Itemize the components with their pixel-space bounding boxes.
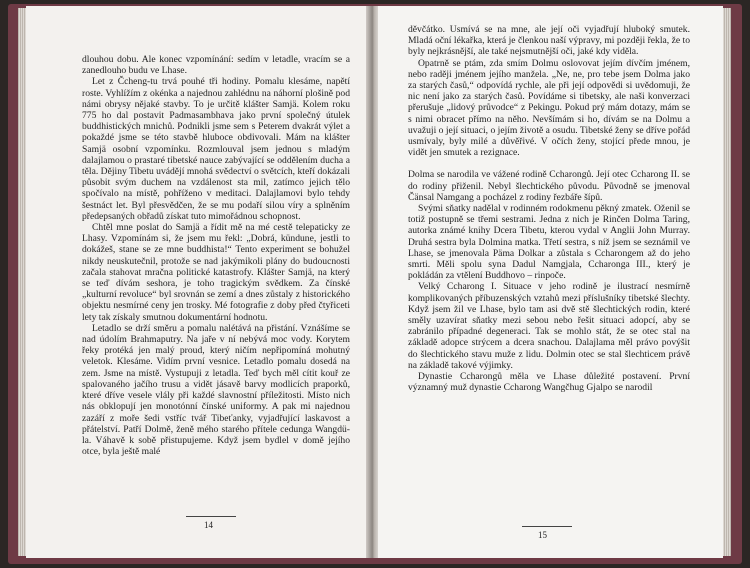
paragraph: Letadlo se drží směru a pomalu nalétává na přistání. Vznášíme se nad údolím Brahmaputry. Na jaře v ní nebývá moc vody. Korytem řeky protéká jen malý proud, který ničím nepřipomíná mohutný veletok. Klesáme. Vidím první vesnice. Letadlo pomalu dosedá na zem. Jsme na místě. Vystupuji z letadla. Teď bych měl cítit kouř ze spalovaného jačího trusu a vidět jásavě barvy modlicích praporků, které dříve vesele vlály při každé slavnostní příležitosti. Místo nich nás obklopují jen monotónní čínské uniformy. A pak mi najednou zazáří z moře šedi vstříc tvář Tibeťanky, vyjadřující laskavost a přátelství. Patří Dolmě, ženě mého starého přítele cedunga Wangdü-la. Váhavě k sobě přistupujeme. Když jsem bydlel v domě jejího otce, byla ještě malé	[82, 322, 350, 458]
paragraph: Dynastie Ccharongů měla ve Lhase důležité postavení. První významný muž dynastie Ccharong Wangčhug Gjalpo se narodil	[408, 371, 690, 394]
paragraph: děvčátko. Usmívá se na mne, ale její oči vyjadřují hluboký smutek. Mladá oční lékařka, která je členkou naší výpravy, mi později řekla, že to byly nejkrásnější, ale také nejsmutnější oči, jaké kdy viděla.	[408, 24, 690, 58]
right-page-number: 15	[538, 530, 547, 540]
paragraph: Opatrně se ptám, zda smím Dolmu oslovovat jejím dívčím jménem, nebo raději jménem jejího manžela. „Ne, ne, pro tebe jsem Dolma jako za starých časů,“ odpovídá rychle, ale při její odpovědi si uvědomuji, že nic není jako za starých časů. Povídáme si tibetsky, ale naši konverzaci přerušuje „lidový průvodce“ z Pekingu. Pokud prý mám dotazy, mám se s nimi obracet přímo na něho. Nevšímám si ho, dívám se na Dolmu a uvažuji o její situaci, o jejím životě a osudu. Tibetské ženy se dříve pořád usmívaly, byly milé a důvěřivé. V očích ženy, stojící přede mnou, je vidět jen smutek a rezignace.	[408, 57, 690, 159]
paragraph: Svými sňatky nadělal v rodinném rodokmenu pěkný zmatek. Oženil se totiž postupně se třemi sestrami. Jedna z nich je Rinčen Dolma Taring, autorka známé knihy Dcera Tibetu, kterou vydal v Anglii John Murray. Druhá sestra byla Dolmina matka. Třetí sestra, s níž jsem se seznámil ve Lhase, se jmenovala Päma Dolkar a zůstala s Ccharongem až do jeho smrti. Měli spolu syna Dadul Namgjala, Ccharonga III., který je pokládán za vtělení Buddhovo – rinpoče.	[408, 203, 690, 282]
right-page-rule	[522, 526, 572, 527]
left-page-number: 14	[204, 520, 213, 530]
left-page-rule	[186, 516, 236, 517]
left-page	[26, 6, 368, 558]
paragraph: Chtěl mne poslat do Samjä a řídit mě na mé cestě telepaticky ze Lhasy. Vzpomínám si, že jsem mu řekl: „Dobrá, kündune, jestli to dokážeš, stane se ze mne buddhista!“ Tento experiment se bohužel nikdy neuskutečnil, protože se nad jakýmikoli plány do budoucnosti začala stahovat mračna politické katastrofy. Klášter Samjä, na který se teď dívám seshora, je toho tragickým svědkem. Za čínské „kulturní revoluce“ byl srovnán se zemí a dnes zůstaly z historického objektu nesmírné ceny jen trosky. Mé fotografie z doby před čtyřiceti lety tak získaly smutnou dokumentární hodnotu.	[82, 222, 350, 323]
right-page-text	[408, 24, 690, 394]
paragraph: Dolma se narodila ve vážené rodině Ccharongů. Její otec Ccharong II. se do rodiny přiženil. Nebyl šlechtického původu. Původně se jmenoval Čänsal Namgang a pocházel z rodiny řezbáře šípů.	[408, 169, 690, 203]
left-page-text	[82, 54, 350, 457]
page-edges-right	[723, 8, 731, 556]
paragraph: dlouhou dobu. Ale konec vzpomínání: sedím v letadle, vracím se a zanedlouho budu ve Lhase.	[82, 54, 350, 77]
page-edges-left	[18, 8, 26, 556]
paragraph: Velký Ccharong I. Situace v jeho rodině je ilustrací nesmírně komplikovaných příbuzenských vztahů mezi příslušníky tibetské šlechty. Když jsem žil ve Lhase, bylo tam asi dvě stě šlechtických rodin, které směly uzavírat sňatky mezi sebou nebo řešit situaci adopcí, aby se zabránilo případné degeneraci. Tak se mohlo stát, že se otec stal na základě adopce strýcem a dcera snachou. Dalajlama měl právo povýšit do šlechtického stavu muže z lidu. Dolmin otec se stal šlechticem právě na základě takové výjimky.	[408, 281, 690, 371]
paragraph: Let z Čcheng-tu trvá pouhé tři hodiny. Pomalu klesáme, napětí roste. Vyhlížím z okénka a najednou zahlédnu na náhorní plošině pod námi obrysy nějaké stavby. To je určitě klášter Samjä. Kolem roku 775 ho dal postavit Padmasambhava jako první společný útulek buddhistických mnichů. Podnikli jsme sem s Peterem dvakrát výlet a pokaždé jsme se této stavbě hluboce obdivovali. Mám na klášter Samjä osobní vzpomínku. Rozmlouval jsem jednou s mladým dalajlamou o prastaré tibetské nauce zabývající se oddělením ducha a těla. Dějiny Tibetu uvádějí mnohá svědectví o světcích, kteří dokázali působit svým duchem na vzdálenost sta mil, zatímco jejich tělo spočívalo na místě, pohříženo v meditaci. Dalajlamovi bylo tehdy šestnáct let. Byl přesvědčen, že se mu podaří silou víry a splněním předepsaných obřadů získat tuto mimořádnou schopnost.	[82, 76, 350, 222]
right-page	[378, 6, 723, 558]
